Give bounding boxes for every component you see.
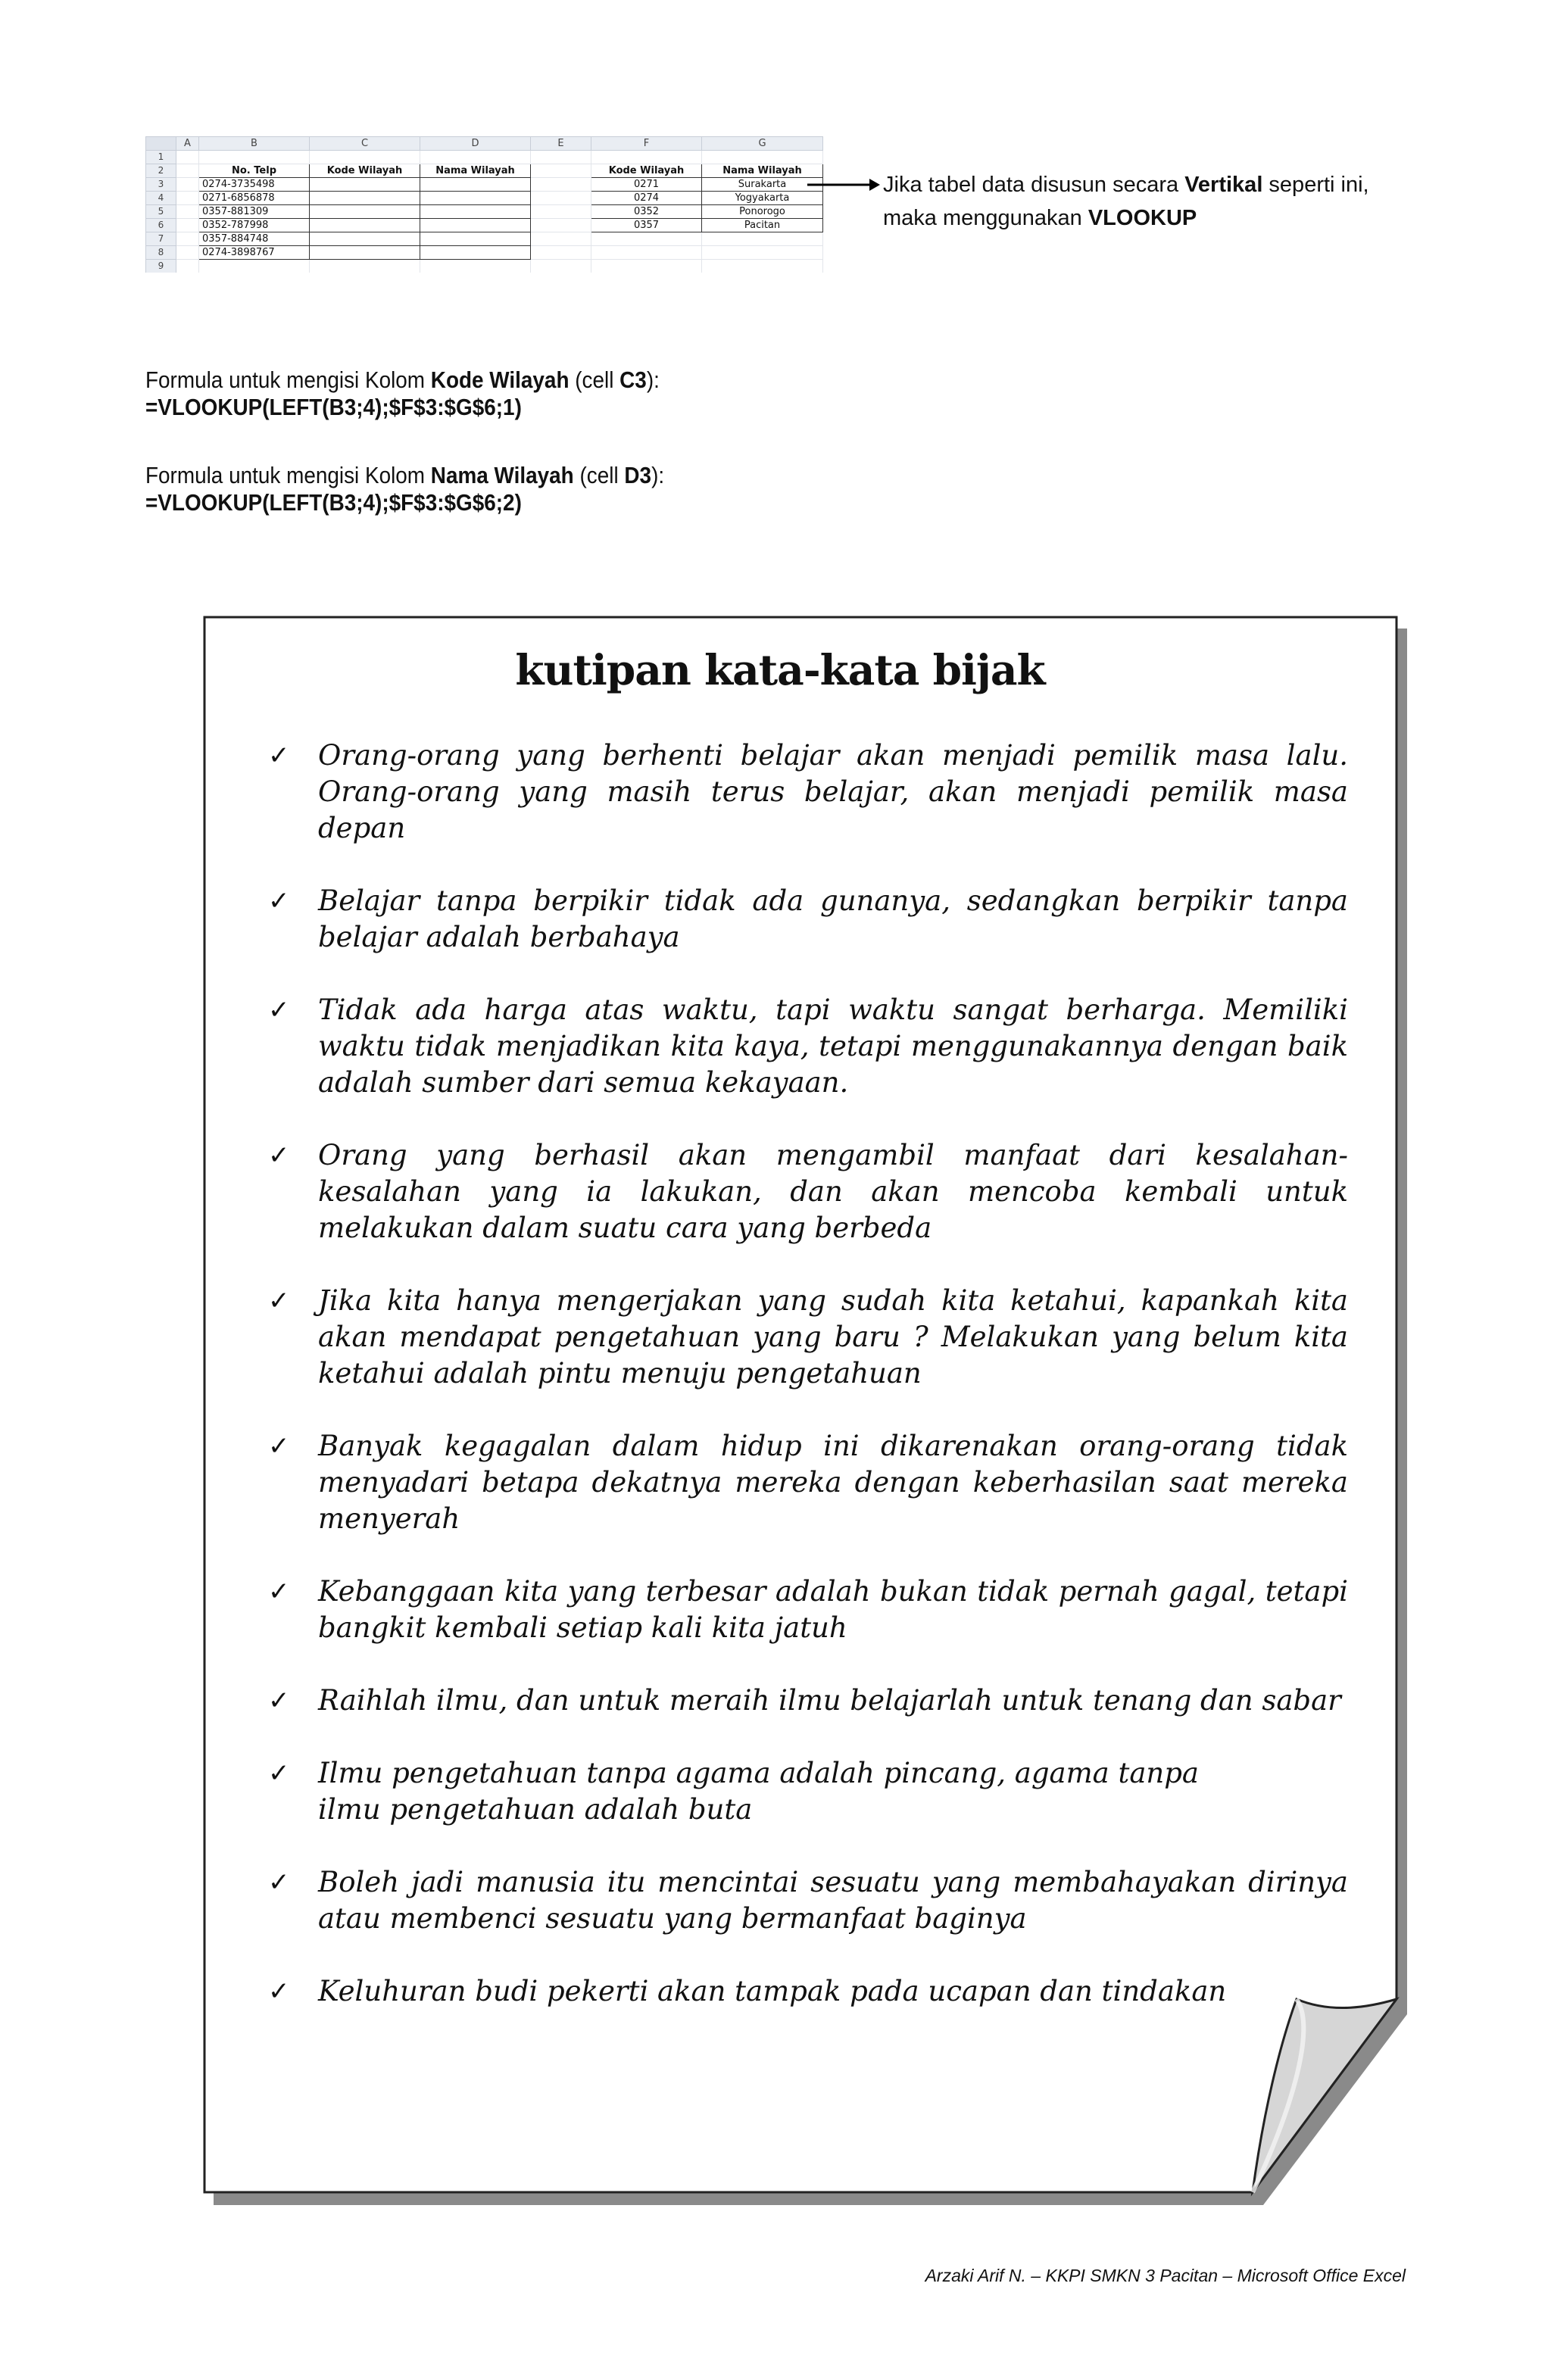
code-cell: 0352 bbox=[591, 205, 702, 219]
phone-cell: 0274-3898767 bbox=[199, 246, 310, 260]
column-header: B bbox=[199, 137, 310, 151]
header-cell: Nama Wilayah bbox=[420, 164, 531, 178]
check-icon: ✓ bbox=[268, 1577, 290, 1607]
row-header: 9 bbox=[146, 260, 176, 273]
formula-text: ): bbox=[646, 367, 660, 393]
region-cell: Surakarta bbox=[702, 178, 823, 192]
row-header: 6 bbox=[146, 219, 176, 232]
quote-text: Keluhuran budi pekerti akan tampak pada ucapan dan tindakan bbox=[318, 1975, 1227, 2007]
formula-field: Kode Wilayah bbox=[430, 367, 570, 393]
column-header: C bbox=[310, 137, 420, 151]
formula-code-text: =VLOOKUP(LEFT(B3;4);$F$3:$G$6;2) bbox=[145, 489, 522, 516]
quote-item bbox=[265, 1755, 1219, 1828]
code-cell: 0274 bbox=[591, 192, 702, 205]
column-header: D bbox=[420, 137, 531, 151]
formula-code-text: =VLOOKUP(LEFT(B3;4);$F$3:$G$6;1) bbox=[145, 394, 522, 420]
check-icon: ✓ bbox=[268, 1431, 290, 1461]
quote-item bbox=[265, 738, 1348, 847]
row-header: 2 bbox=[146, 164, 176, 178]
row-header: 3 bbox=[146, 178, 176, 192]
formula-field: Nama Wilayah bbox=[430, 462, 574, 488]
note-text: seperti ini, maka menggunakan bbox=[883, 173, 1369, 230]
header-cell: Kode Wilayah bbox=[591, 164, 702, 178]
phone-cell: 0352-787998 bbox=[199, 219, 310, 232]
quote-text: Boleh jadi manusia itu mencintai sesuatu yang membahayakan dirinya atau membenci sesuatu yang bermanfaat baginya bbox=[318, 1866, 1348, 1935]
quote-item bbox=[265, 1137, 1348, 1246]
formula-cell: C3 bbox=[619, 367, 647, 393]
formula-text: (cell bbox=[569, 367, 620, 393]
row-header: 4 bbox=[146, 192, 176, 205]
column-header: E bbox=[531, 137, 591, 151]
quote-item bbox=[265, 1973, 1234, 2010]
check-icon: ✓ bbox=[268, 886, 290, 916]
formula-text: Formula untuk mengisi Kolom bbox=[145, 462, 431, 488]
check-icon: ✓ bbox=[268, 741, 290, 771]
phone-cell: 0271-6856878 bbox=[199, 192, 310, 205]
quote-text: Kebanggaan kita yang terbesar adalah bukan tidak pernah gagal, tetapi bangkit kembali setiap kali kita jatuh bbox=[318, 1575, 1348, 1644]
column-header: A bbox=[176, 137, 199, 151]
quote-text: Banyak kegagalan dalam hidup ini dikarenakan orang-orang tidak menyadari betapa dekatnya mereka dengan keberhasilan saat mereka menyerah bbox=[318, 1430, 1348, 1535]
formula-text: ): bbox=[651, 462, 665, 488]
phone-cell: 0357-881309 bbox=[199, 205, 310, 219]
quote-item bbox=[265, 1574, 1348, 1646]
check-icon: ✓ bbox=[268, 1867, 290, 1898]
note-bold: VLOOKUP bbox=[1088, 206, 1197, 230]
region-cell: Ponorogo bbox=[702, 205, 823, 219]
quote-item bbox=[265, 883, 1348, 956]
quote-title: kutipan kata-kata bijak bbox=[515, 645, 1045, 694]
code-cell: 0357 bbox=[591, 219, 702, 232]
page-footer: Arzaki Arif N. – KKPI SMKN 3 Pacitan – Microsoft Office Excel bbox=[925, 2266, 1406, 2285]
quote-text: Orang-orang yang berhenti belajar akan menjadi pemilik masa lalu. Orang-orang yang masih terus belajar, akan menjadi pemilik masa depan bbox=[318, 739, 1348, 844]
row-header: 1 bbox=[146, 151, 176, 164]
region-cell: Yogyakarta bbox=[702, 192, 823, 205]
quote-list bbox=[265, 738, 1348, 2046]
formula-text: Formula untuk mengisi Kolom bbox=[145, 367, 431, 393]
region-cell: Pacitan bbox=[702, 219, 823, 232]
check-icon: ✓ bbox=[268, 1976, 290, 2007]
check-icon: ✓ bbox=[268, 1686, 290, 1716]
formula-cell: D3 bbox=[624, 462, 652, 488]
quote-item bbox=[265, 992, 1348, 1101]
phone-cell: 0274-3735498 bbox=[199, 178, 310, 192]
note-text: Jika tabel data disusun secara bbox=[883, 173, 1185, 197]
check-icon: ✓ bbox=[268, 1140, 290, 1171]
header-cell: Nama Wilayah bbox=[702, 164, 823, 178]
quote-item bbox=[265, 1683, 1348, 1719]
quote-text: Ilmu pengetahuan tanpa agama adalah pincang, agama tanpa ilmu pengetahuan adalah buta bbox=[318, 1757, 1199, 1826]
check-icon: ✓ bbox=[268, 995, 290, 1025]
quote-item bbox=[265, 1428, 1348, 1537]
row-header: 5 bbox=[146, 205, 176, 219]
column-header: G bbox=[702, 137, 823, 151]
quote-item bbox=[265, 1283, 1348, 1392]
quote-item bbox=[265, 1864, 1348, 1937]
phone-cell: 0357-884748 bbox=[199, 232, 310, 246]
quote-text: Raihlah ilmu, dan untuk meraih ilmu belajarlah untuk tenang dan sabar bbox=[318, 1684, 1341, 1717]
quote-text: Orang yang berhasil akan mengambil manfaat dari kesalahan-kesalahan yang ia lakukan, dan akan mencoba kembali untuk melakukan dalam suatu cara yang berbeda bbox=[318, 1139, 1348, 1244]
header-cell: No. Telp bbox=[199, 164, 310, 178]
header-cell: Kode Wilayah bbox=[310, 164, 420, 178]
code-cell: 0271 bbox=[591, 178, 702, 192]
row-header: 8 bbox=[146, 246, 176, 260]
check-icon: ✓ bbox=[268, 1286, 290, 1316]
quote-text: Tidak ada harga atas waktu, tapi waktu sangat berharga. Memiliki waktu tidak menjadikan kita kaya, tetapi menggunakannya dengan baik adalah sumber dari semua kekayaan. bbox=[318, 993, 1348, 1099]
formula-text: (cell bbox=[573, 462, 625, 488]
row-header: 7 bbox=[146, 232, 176, 246]
quote-text: Belajar tanpa berpikir tidak ada gunanya, sedangkan berpikir tanpa belajar adalah berbahaya bbox=[318, 884, 1348, 953]
quote-text: Jika kita hanya mengerjakan yang sudah kita ketahui, kapankah kita akan mendapat pengetahuan yang baru ? Melakukan yang belum kita ketahui adalah pintu menuju pengetahuan bbox=[318, 1284, 1348, 1390]
note-bold: Vertikal bbox=[1184, 173, 1263, 197]
column-header: F bbox=[591, 137, 702, 151]
check-icon: ✓ bbox=[268, 1758, 290, 1789]
